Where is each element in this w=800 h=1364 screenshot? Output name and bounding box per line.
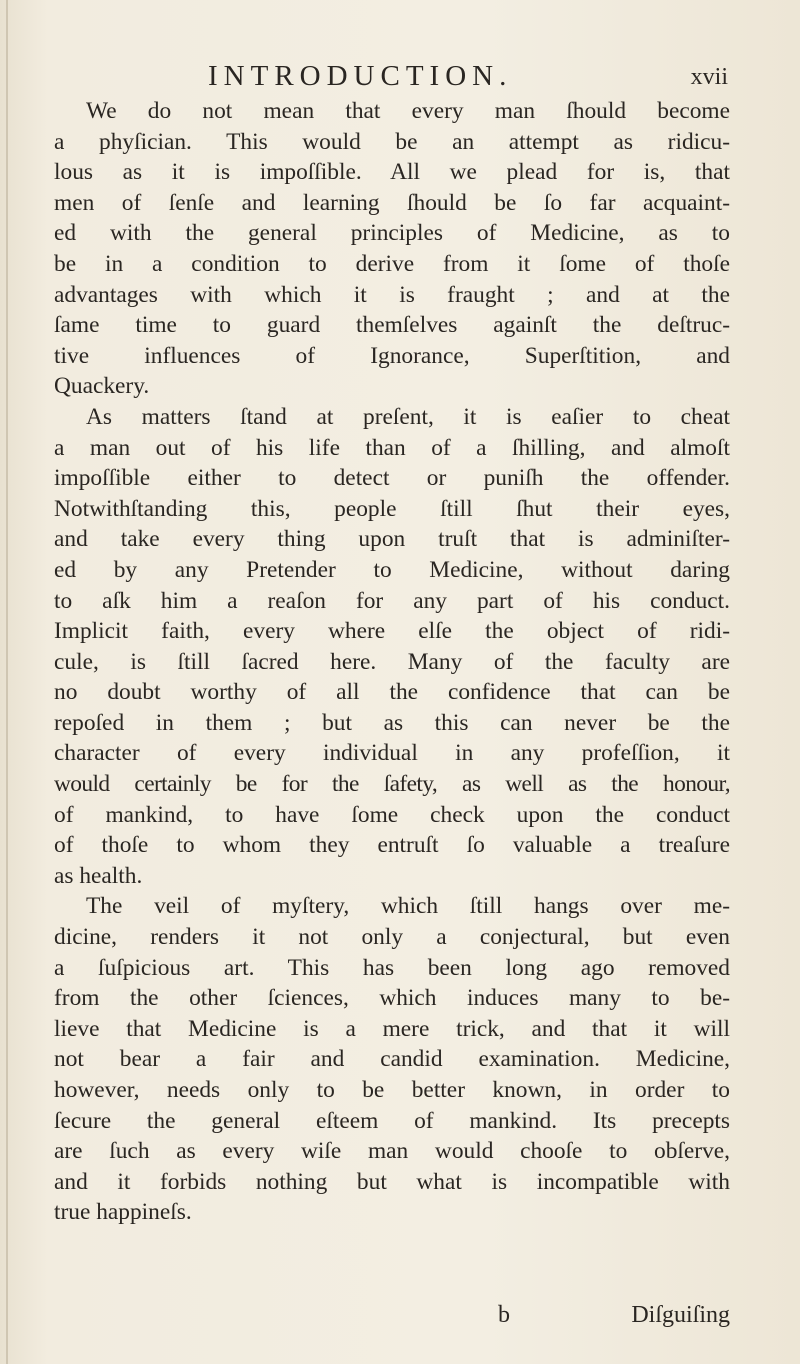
text-line: repoſed in them ; but as this can never be the [54, 709, 730, 736]
text-line: true happineſs. [54, 1199, 192, 1226]
text-line: of thoſe to whom they entruſt ſo valuable a treaſure [54, 832, 730, 859]
text-line: a man out of his life than of a ſhilling, and almoſt [54, 434, 730, 461]
text-line: lous as it is impoſſible. All we plead for is, that [54, 159, 730, 186]
text-line: a phyſician. This would be an attempt as ridicu- [54, 128, 730, 155]
text-line: character of every individual in any profeſſion, it [54, 740, 730, 767]
signature-mark: b [498, 1302, 510, 1328]
text-line: as health. [54, 862, 143, 889]
text-line: Quackery. [54, 373, 150, 400]
text-line: ed with the general principles of Medicine, as to [54, 220, 730, 247]
text-line: and it forbids nothing but what is incompatible with [54, 1168, 730, 1195]
text-line: ed by any Pretender to Medicine, without daring [54, 556, 730, 583]
text-line: from the other ſciences, which induces many to be- [54, 985, 730, 1012]
text-line: would certainly be for the ſafety, as well as the honour, [54, 771, 730, 798]
text-line: however, needs only to be better known, in order to [54, 1077, 730, 1103]
text-line: no doubt worthy of all the confidence that can be [54, 679, 730, 706]
text-line: be in a condition to derive from it ſome of thoſe [54, 250, 730, 277]
text-line: to aſk him a reaſon for any part of his conduct. [54, 587, 730, 614]
text-line: not bear a fair and candid examination. Medicine, [54, 1046, 730, 1073]
text-line: Notwithſtanding this, people ſtill ſhut their eyes, [54, 495, 730, 522]
catchword: Diſguiſing [631, 1302, 730, 1328]
text-line: ſecure the general eſteem of mankind. Its precepts [54, 1107, 730, 1134]
binding-gutter [6, 0, 8, 1364]
text-line: ſame time to guard themſelves againſt the deſtruc- [54, 312, 730, 339]
page-number: xvii [690, 64, 728, 90]
text-line: of mankind, to have ſome check upon the conduct [54, 801, 730, 828]
text-line: dicine, renders it not only a conjectural, but even [54, 924, 730, 951]
text-line: The veil of myſtery, which ſtill hangs over me- [86, 893, 730, 920]
text-line: impoſſible either to detect or puniſh the offender. [54, 465, 730, 492]
text-line: As matters ſtand at preſent, it is eaſier to cheat [86, 403, 730, 430]
page-header [208, 60, 728, 100]
text-line: tive influences of Ignorance, Superſtition, and [54, 342, 730, 369]
text-line: advantages with which it is fraught ; and at the [54, 281, 730, 308]
text-line: Implicit faith, every where elſe the object of ridi- [54, 618, 730, 645]
page-footer [54, 1302, 730, 1336]
text-line: are ſuch as every wiſe man would chooſe to obſerve, [54, 1138, 730, 1165]
text-line: a ſuſpicious art. This has been long ago removed [54, 954, 730, 981]
text-line: lieve that Medicine is a mere trick, and that it will [54, 1015, 730, 1042]
text-line: cule, is ſtill ſacred here. Many of the faculty are [54, 648, 730, 675]
body-text [54, 96, 730, 1228]
text-line: and take every thing upon truſt that is adminiſter- [54, 526, 730, 553]
running-head: INTRODUCTION. [208, 60, 513, 92]
text-line: men of ſenſe and learning ſhould be ſo far acquaint- [54, 189, 730, 216]
text-line: We do not mean that every man ſhould become [86, 98, 730, 124]
